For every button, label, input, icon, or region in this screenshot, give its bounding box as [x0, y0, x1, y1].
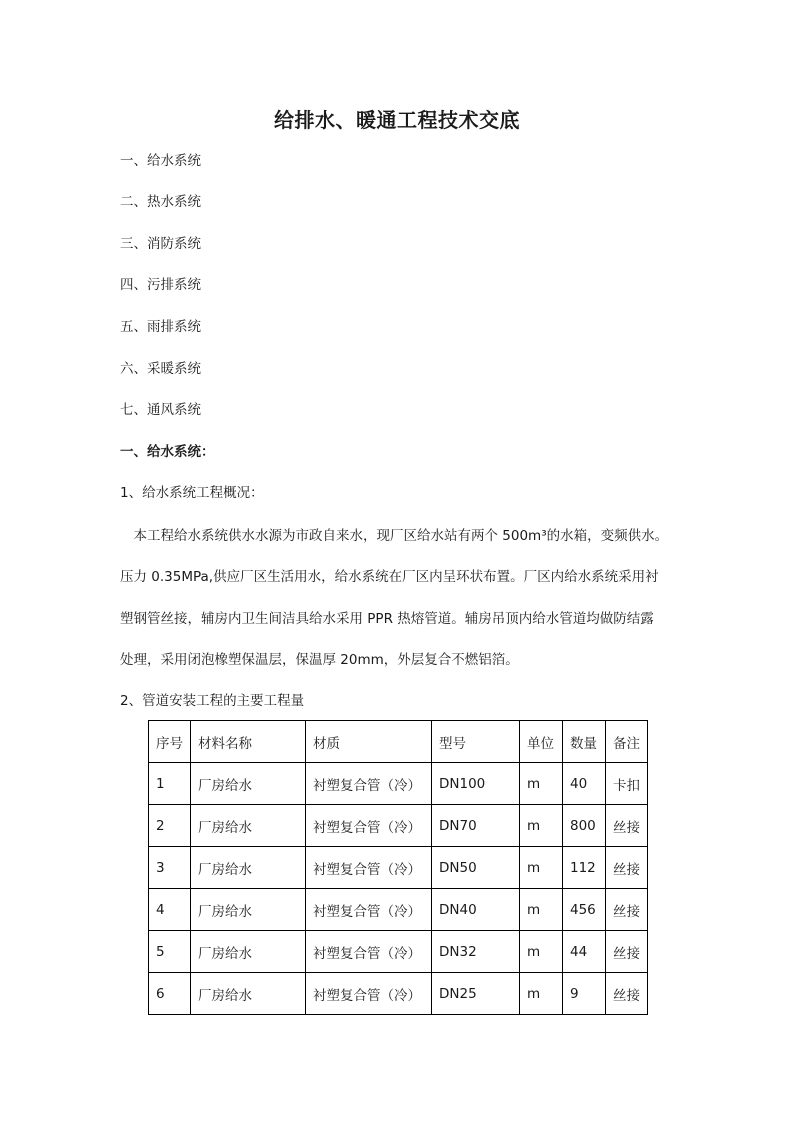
table-cell: 1	[149, 763, 191, 805]
table-cell: m	[520, 763, 563, 805]
table-cell: 厂房给水	[191, 973, 306, 1015]
table-cell: 2	[149, 805, 191, 847]
table-row	[149, 889, 648, 931]
table-cell: 800	[563, 805, 606, 847]
table-cell: DN32	[432, 931, 520, 973]
table-cell: DN25	[432, 973, 520, 1015]
table-row	[149, 763, 648, 805]
table-cell: 44	[563, 931, 606, 973]
toc-item-rainwater: 五、雨排系统	[120, 319, 201, 335]
table-cell: 丝接	[606, 973, 648, 1015]
subsection-quantities-heading: 2、管道安装工程的主要工程量	[120, 693, 305, 709]
table-cell: 4	[149, 889, 191, 931]
table-row	[149, 931, 648, 973]
table-cell: 丝接	[606, 931, 648, 973]
table-cell: 5	[149, 931, 191, 973]
table-row	[149, 805, 648, 847]
header-cell: 数量	[563, 721, 606, 763]
table-cell: 9	[563, 973, 606, 1015]
table-cell: m	[520, 805, 563, 847]
section-heading: 一、给水系统：	[120, 444, 215, 460]
paragraph-line-2: 压力 0.35MPa,供应厂区生活用水，给水系统在厂区内呈环状布置。厂区内给水系统采用衬	[120, 569, 659, 585]
table-cell: 112	[563, 847, 606, 889]
table-cell: DN40	[432, 889, 520, 931]
header-cell: 材质	[306, 721, 432, 763]
table-cell: 厂房给水	[191, 805, 306, 847]
document-title: 给排水、暖通工程技术交底	[274, 108, 520, 132]
table-row	[149, 973, 648, 1015]
table-cell: DN70	[432, 805, 520, 847]
table-cell: 丝接	[606, 889, 648, 931]
materials-table	[148, 720, 648, 1015]
table-cell: 衬塑复合管（冷）	[306, 847, 432, 889]
toc-item-fire-protection: 三、消防系统	[120, 236, 201, 252]
table-cell: 6	[149, 973, 191, 1015]
paragraph-line-1: 本工程给水系统供水水源为市政自来水，现厂区给水站有两个 500m³的水箱，变频供水。	[120, 528, 669, 544]
table-cell: 厂房给水	[191, 931, 306, 973]
table-cell: 丝接	[606, 805, 648, 847]
table-cell: 40	[563, 763, 606, 805]
header-cell: 单位	[520, 721, 563, 763]
toc-item-ventilation: 七、通风系统	[120, 402, 201, 418]
header-cell: 备注	[606, 721, 648, 763]
table-cell: 衬塑复合管（冷）	[306, 931, 432, 973]
table-cell: m	[520, 889, 563, 931]
table-cell: 衬塑复合管（冷）	[306, 805, 432, 847]
table-cell: DN50	[432, 847, 520, 889]
toc-item-hot-water: 二、热水系统	[120, 194, 201, 210]
toc-item-water-supply: 一、给水系统	[120, 153, 201, 169]
header-cell: 材料名称	[191, 721, 306, 763]
table-header-row	[149, 721, 648, 763]
paragraph-line-4: 处理，采用闭泡橡塑保温层，保温厚 20mm，外层复合不燃铝箔。	[120, 652, 519, 668]
table-cell: m	[520, 847, 563, 889]
table-row	[149, 847, 648, 889]
table-cell: 厂房给水	[191, 889, 306, 931]
header-cell: 序号	[149, 721, 191, 763]
table-cell: m	[520, 931, 563, 973]
table-cell: 丝接	[606, 847, 648, 889]
table-cell: 厂房给水	[191, 847, 306, 889]
header-cell: 型号	[432, 721, 520, 763]
table-cell: 厂房给水	[191, 763, 306, 805]
table-cell: DN100	[432, 763, 520, 805]
table-cell: 衬塑复合管（冷）	[306, 889, 432, 931]
table-cell: 衬塑复合管（冷）	[306, 763, 432, 805]
table-cell: 3	[149, 847, 191, 889]
toc-item-sewage: 四、污排系统	[120, 277, 201, 293]
paragraph-line-3: 塑钢管丝接，辅房内卫生间洁具给水采用 PPR 热熔管道。辅房吊顶内给水管道均做防结露	[120, 611, 654, 627]
table-cell: 卡扣	[606, 763, 648, 805]
table-cell: m	[520, 973, 563, 1015]
table-cell: 456	[563, 889, 606, 931]
table-cell: 衬塑复合管（冷）	[306, 973, 432, 1015]
toc-item-heating: 六、采暖系统	[120, 361, 201, 377]
subsection-overview-heading: 1、给水系统工程概况：	[120, 485, 264, 501]
